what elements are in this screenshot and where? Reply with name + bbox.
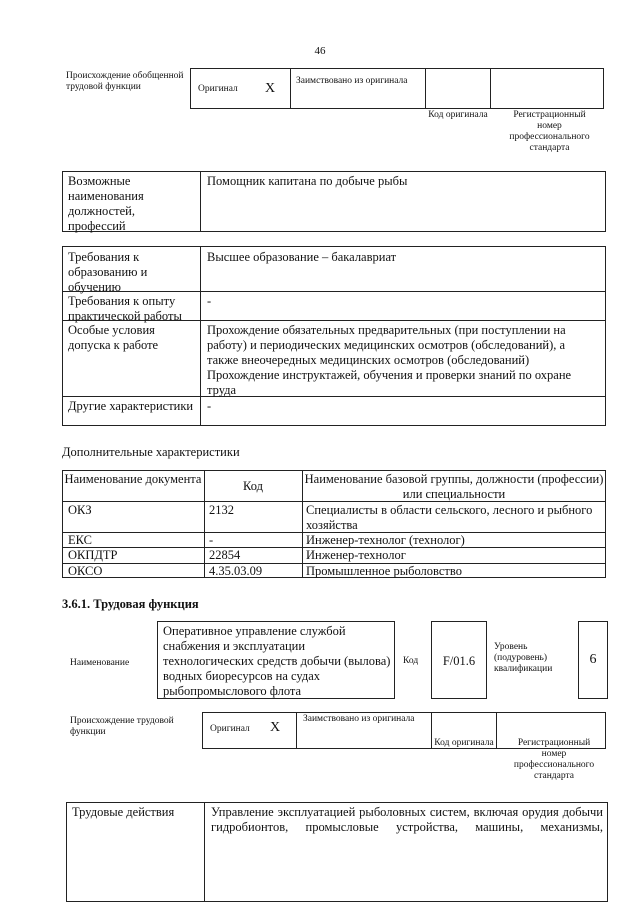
req-conditions-value: Прохождение обязательных предварительных (при поступлении на работу) и периодических медицинских осмотров (обследований), а также внеочередных медицинских осмотров (обследований) Прохождение инструктажей, обучения и проверки знаний по охране труда [207,323,572,397]
origin-code-label: Код оригинала [428,110,488,120]
function-title: 3.6.1. Трудовая функция [62,597,199,611]
row-okso-name: Промышленное рыболовство [306,564,462,578]
row-okso-doc: ОКСО [68,564,103,578]
req-other-label: Другие характеристики [68,399,194,413]
origin2-borrowed-label: Заимствовано из оригинала [303,714,415,724]
req-education-value: Высшее образование – бакалавриат [207,250,397,264]
header-group: Наименование базовой группы, должности (профессии) или специальности [304,472,604,501]
row-eks-doc: ЕКС [68,533,92,547]
row-okpdtr-doc: ОКПДТР [68,548,118,562]
actions-value: Управление эксплуатацией рыболовных систем, включая орудия добычи гидробионтов, промысловые устройства, машины, механизмы, [211,805,603,834]
header-code: Код [243,479,263,493]
req-education-label: Требования к образованию и обучению [68,250,148,294]
function-level-label: Уровень (подуровень) квалификации [494,642,553,674]
origin2-mark: X [270,720,281,735]
row-okz-name: Специалисты в области сельского, лесного и рыбного хозяйства [306,503,593,532]
function-name-label: Наименование [70,658,130,668]
row-okpdtr-name: Инженер-технолог [306,548,406,562]
req-conditions-label: Особые условия допуска к работе [68,323,159,352]
positions-label: Возможные наименования должностей, профессий [68,174,144,233]
origin-table [190,68,604,109]
function-code-value: F/01.6 [442,654,476,668]
row-eks-code: - [209,533,214,547]
row-okz-code: 2132 [209,503,234,517]
req-experience-value: - [207,294,212,308]
row-eks-name: Инженер-технолог (технолог) [306,533,465,547]
positions-value: Помощник капитана по добыче рыбы [207,174,408,188]
header-doc: Наименование документа [64,472,202,486]
origin-original-label: Оригинал [198,84,238,94]
function-name-value: Оперативное управление службой снабжения и эксплуатации технологических средств добычи (вылова) водных биоресурсов на судах рыбопромыслового флота [163,624,391,698]
req-other-value: - [207,399,212,413]
origin2-reg-label: Регистрационный номер профессионального стандарта [513,738,595,781]
function-code-label: Код [403,656,419,666]
additional-title: Дополнительные характеристики [62,445,240,459]
row-okz-doc: ОКЗ [68,503,92,517]
origin-label: Происхождение обобщенной трудовой функции [66,71,184,92]
function-level-value: 6 [589,652,597,667]
origin-borrowed-label: Заимствовано из оригинала [296,76,408,86]
actions-label: Трудовые действия [72,805,175,819]
page-number: 46 [314,45,326,57]
req-experience-label: Требования к опыту практической работы [68,294,182,323]
origin2-code-label: Код оригинала [434,738,494,748]
row-okpdtr-code: 22854 [209,548,241,562]
origin2-original-label: Оригинал [210,724,250,734]
row-okso-code: 4.35.03.09 [209,564,263,578]
origin-reg-label: Регистрационный номер профессионального стандарта [509,110,590,153]
origin-mark: X [265,81,276,96]
origin2-label: Происхождение трудовой функции [70,716,174,737]
